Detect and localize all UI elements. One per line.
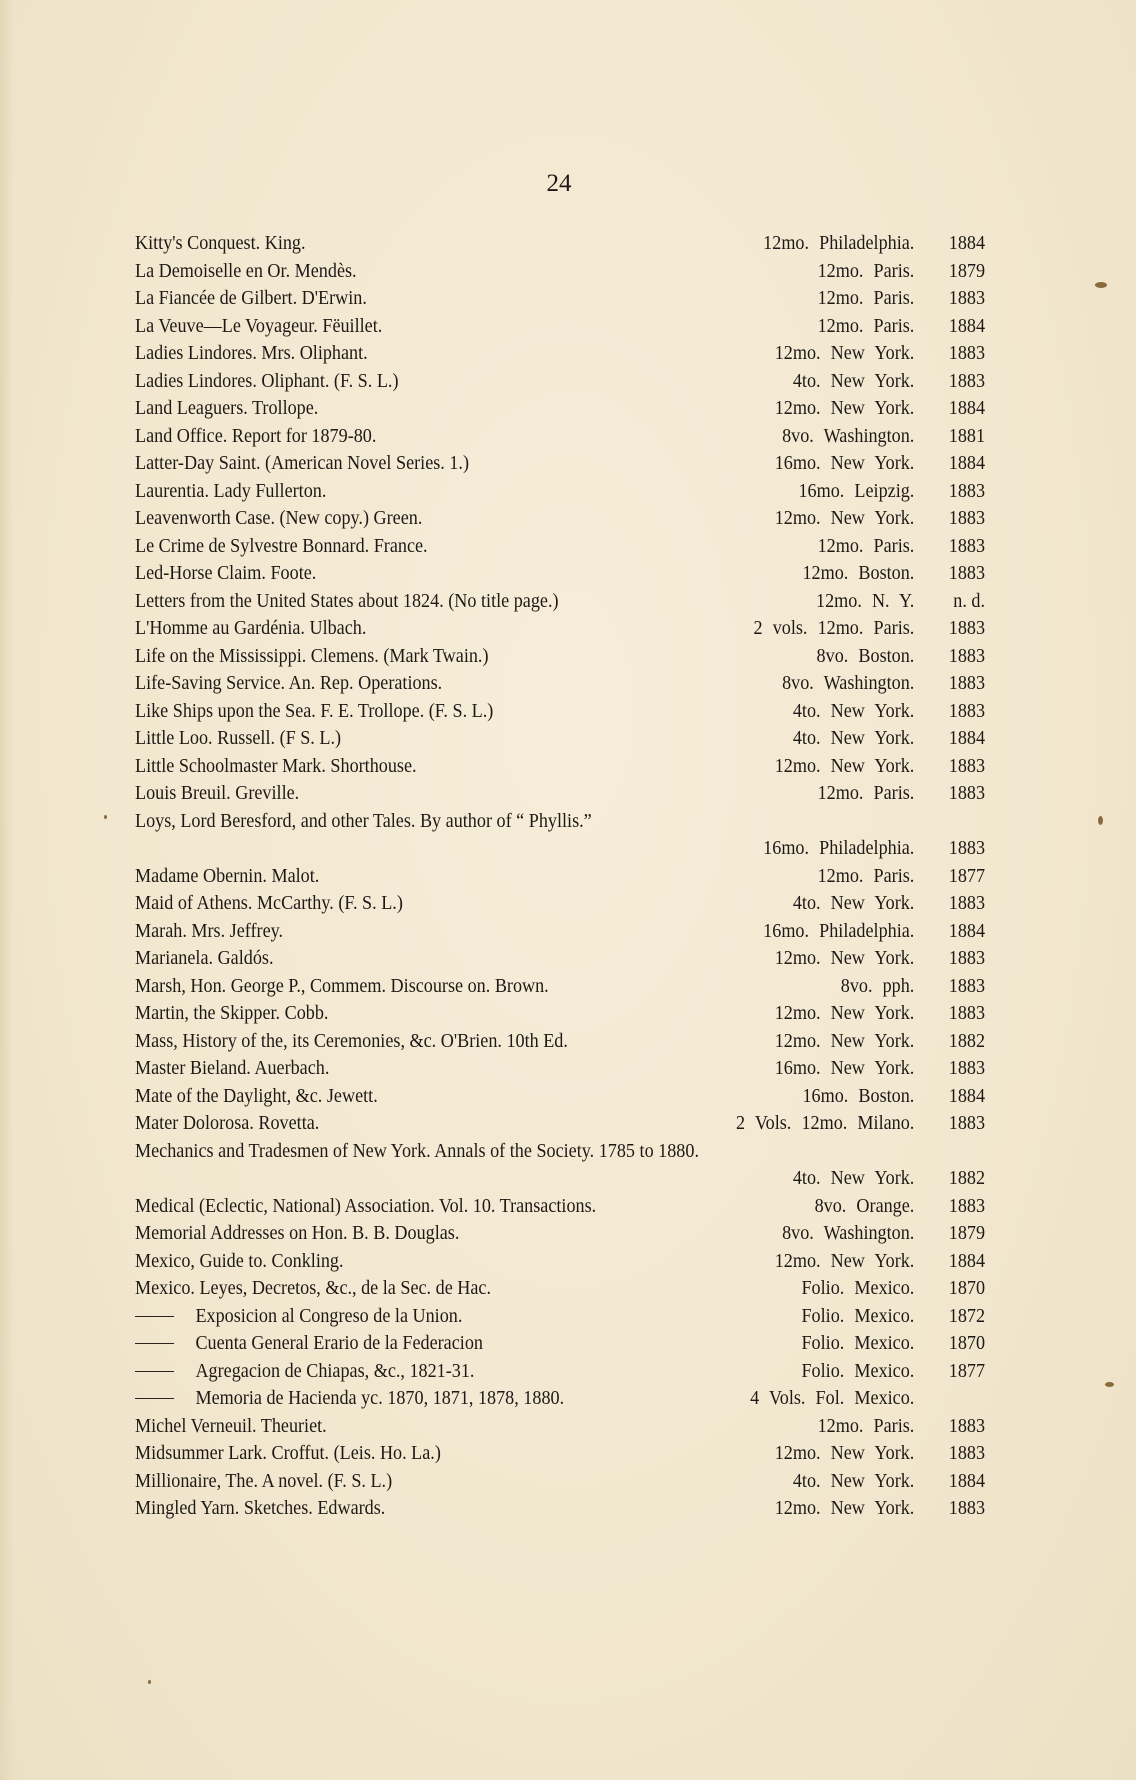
entry-imprint: 12mo. Paris. <box>817 288 915 309</box>
catalog-entry <box>135 1495 985 1523</box>
entry-year: 1884 <box>948 233 986 254</box>
catalog-entry <box>135 533 985 561</box>
catalog-entry <box>135 1440 985 1468</box>
catalog-entry <box>135 588 985 616</box>
entry-title: Medical (Eclectic, National) Association. Vol. 10. Transactions. <box>135 1195 597 1217</box>
catalog-entry <box>135 835 985 863</box>
entry-title: Mexico, Guide to. Conkling. <box>135 1250 344 1272</box>
entry-title: Little Loo. Russell. (F S. L.) <box>135 728 342 749</box>
entry-title: Mater Dolorosa. Rovetta. <box>135 1113 320 1134</box>
entry-imprint: 12mo. Paris. <box>817 1415 915 1437</box>
catalog-entry <box>135 1358 985 1386</box>
entry-imprint: 4to. New York. <box>792 700 915 722</box>
entry-title: Mechanics and Tradesmen of New York. Annals of the Society. 1785 to 1880. <box>135 1140 699 1162</box>
entry-imprint: 16mo. New York. <box>774 453 915 474</box>
catalog-entry <box>135 945 985 973</box>
catalog-entry <box>135 258 985 286</box>
ditto-dash <box>135 1398 174 1399</box>
entry-title: Master Bieland. Auerbach. <box>135 1058 330 1079</box>
entry-imprint: 8vo. Washington. <box>782 673 915 694</box>
catalog-entry <box>135 560 985 588</box>
catalog-entry <box>135 808 985 836</box>
entry-imprint: 12mo. New York. <box>774 1030 915 1052</box>
entry-title: Agregacion de Chiapas, &c., 1821-31. <box>195 1360 475 1382</box>
catalog-entry <box>135 285 985 313</box>
entry-year: 1884 <box>948 728 986 749</box>
entry-imprint: 8vo. pph. <box>840 975 915 997</box>
entry-title: Midsummer Lark. Croffut. (Leis. Ho. La.) <box>135 1443 441 1464</box>
entry-title: Millionaire, The. A novel. (F. S. L.) <box>135 1470 393 1492</box>
paper-blemish <box>1095 282 1107 288</box>
entry-title: Life-Saving Service. An. Rep. Operations. <box>135 673 443 694</box>
ditto-dash <box>135 1316 174 1317</box>
entry-title: Martin, the Skipper. Cobb. <box>135 1003 329 1024</box>
catalog-entry <box>135 1055 985 1083</box>
entry-title: Mate of the Daylight, &c. Jewett. <box>135 1085 378 1107</box>
entry-title: Little Schoolmaster Mark. Shorthouse. <box>135 755 417 777</box>
entry-title: Land Office. Report for 1879-80. <box>135 425 377 447</box>
entry-title: La Demoiselle en Or. Mendès. <box>135 260 357 282</box>
entry-year: 1883 <box>948 480 986 502</box>
paper-blemish <box>1098 816 1103 825</box>
catalog-entry <box>135 1165 985 1193</box>
entry-title: Loys, Lord Beresford, and other Tales. By author of “ Phyllis.” <box>135 810 592 832</box>
entry-title: Ladies Lindores. Mrs. Oliphant. <box>135 343 368 364</box>
catalog-entry <box>135 1275 985 1303</box>
catalog-entry <box>135 1220 985 1248</box>
entry-imprint: 12mo. Paris. <box>817 535 915 557</box>
entry-year: n. d. <box>953 590 986 612</box>
catalog-entry <box>135 368 985 396</box>
entry-year: 1870 <box>948 1278 986 1299</box>
catalog-entry <box>135 698 985 726</box>
catalog-entry <box>135 1248 985 1276</box>
entry-imprint: Folio. Mexico. <box>801 1333 915 1354</box>
entry-imprint: 12mo. Boston. <box>802 563 915 584</box>
entry-title: Memorial Addresses on Hon. B. B. Douglas. <box>135 1223 460 1244</box>
catalog-entry <box>135 1303 985 1331</box>
entry-year: 1883 <box>948 700 986 722</box>
entry-year: 1884 <box>948 453 986 474</box>
catalog-entry <box>135 1193 985 1221</box>
entry-year: 1882 <box>948 1030 986 1052</box>
catalog-entry <box>135 615 985 643</box>
entry-year: 1883 <box>948 563 986 584</box>
entry-title: Marah. Mrs. Jeffrey. <box>135 920 284 942</box>
entry-title: Land Leaguers. Trollope. <box>135 398 319 419</box>
entry-title: Life on the Mississippi. Clemens. (Mark Twain.) <box>135 645 489 667</box>
page-edge-shadow <box>0 0 14 1780</box>
entry-year: 1883 <box>948 783 986 804</box>
entry-imprint: 16mo. New York. <box>774 1058 915 1079</box>
entry-year: 1883 <box>948 370 986 392</box>
entry-imprint: 12mo. New York. <box>774 1443 915 1464</box>
catalog-entry <box>135 1028 985 1056</box>
catalog-entry <box>135 890 985 918</box>
catalog-entry <box>135 1138 985 1166</box>
entry-title: Marianela. Galdós. <box>135 948 274 969</box>
entry-imprint: 12mo. New York. <box>774 343 915 364</box>
entry-title: Latter-Day Saint. (American Novel Series. 1.) <box>135 453 470 474</box>
entry-imprint: 12mo. N. Y. <box>816 590 915 612</box>
catalog-entry <box>135 395 985 423</box>
entry-year: 1883 <box>948 838 986 859</box>
catalog-entry <box>135 450 985 478</box>
entry-title: Leavenworth Case. (New copy.) Green. <box>135 508 423 529</box>
entry-year: 1877 <box>948 865 986 887</box>
catalog-entry <box>135 1000 985 1028</box>
entry-imprint: 12mo. Paris. <box>817 315 915 337</box>
entry-year: 1883 <box>948 1058 986 1079</box>
catalog-entry <box>135 505 985 533</box>
entry-title: Exposicion al Congreso de la Union. <box>195 1305 463 1327</box>
entry-year: 1883 <box>948 975 986 997</box>
entry-year: 1872 <box>948 1305 986 1327</box>
entry-year: 1883 <box>948 645 986 667</box>
entry-year: 1883 <box>948 1498 986 1519</box>
entry-title: Louis Breuil. Greville. <box>135 783 300 804</box>
entry-title: La Fiancée de Gilbert. D'Erwin. <box>135 288 367 309</box>
entry-year: 1884 <box>948 1085 986 1107</box>
entry-title: Mass, History of the, its Ceremonies, &c. O'Brien. 10th Ed. <box>135 1030 568 1052</box>
catalog-entry <box>135 478 985 506</box>
entry-year: 1883 <box>948 755 986 777</box>
entry-imprint: 4to. New York. <box>792 893 915 914</box>
entry-imprint: 4to. New York. <box>792 728 915 749</box>
entry-title: Maid of Athens. McCarthy. (F. S. L.) <box>135 893 403 914</box>
entry-imprint: 12mo. New York. <box>774 1498 915 1519</box>
entry-year: 1883 <box>948 288 986 309</box>
entry-year: 1884 <box>948 398 986 419</box>
catalog-entry <box>135 1083 985 1111</box>
catalog-entry <box>135 1413 985 1441</box>
entry-year: 1882 <box>948 1168 986 1189</box>
entry-year: 1881 <box>948 425 986 447</box>
catalog-entry <box>135 230 985 258</box>
entry-year: 1884 <box>948 920 986 942</box>
paper-blemish <box>148 1680 151 1684</box>
entry-imprint: Folio. Mexico. <box>801 1305 915 1327</box>
entry-imprint: 12mo. New York. <box>774 948 915 969</box>
entry-imprint: 4to. New York. <box>792 1168 915 1189</box>
entry-title: Marsh, Hon. George P., Commem. Discourse on. Brown. <box>135 975 549 997</box>
entry-year: 1883 <box>948 1113 986 1134</box>
paper-blemish <box>1105 1382 1114 1387</box>
entry-year: 1884 <box>948 1250 986 1272</box>
entry-title: Mingled Yarn. Sketches. Edwards. <box>135 1498 386 1519</box>
entry-imprint: 4to. New York. <box>792 1470 915 1492</box>
entry-imprint: 12mo. New York. <box>774 755 915 777</box>
entry-title: Madame Obernin. Malot. <box>135 865 320 887</box>
entry-year: 1884 <box>948 315 986 337</box>
catalog-entry <box>135 1110 985 1138</box>
entry-imprint: 4to. New York. <box>792 370 915 392</box>
catalog-entry <box>135 863 985 891</box>
catalog-entry <box>135 725 985 753</box>
catalog-entry <box>135 973 985 1001</box>
entry-year: 1884 <box>948 1470 986 1492</box>
entry-imprint: 16mo. Boston. <box>802 1085 915 1107</box>
entry-year: 1879 <box>948 1223 986 1244</box>
entry-title: Led-Horse Claim. Foote. <box>135 563 317 584</box>
catalog-entry <box>135 340 985 368</box>
entry-title: Memoria de Hacienda yc. 1870, 1871, 1878, 1880. <box>195 1388 565 1409</box>
page-number: 24 <box>546 170 572 197</box>
catalog-entry <box>135 313 985 341</box>
entry-year: 1883 <box>948 1003 986 1024</box>
catalog-entry <box>135 1468 985 1496</box>
entry-year: 1883 <box>948 1443 986 1464</box>
entry-title: Ladies Lindores. Oliphant. (F. S. L.) <box>135 370 399 392</box>
entry-imprint: 12mo. Paris. <box>817 865 915 887</box>
entry-imprint: 12mo. Philadelphia. <box>763 233 915 254</box>
entry-title: Letters from the United States about 1824. (No title page.) <box>135 590 559 612</box>
catalog-entry <box>135 670 985 698</box>
entry-year: 1879 <box>948 260 986 282</box>
entry-imprint: Folio. Mexico. <box>801 1278 915 1299</box>
entry-imprint: 2 vols. 12mo. Paris. <box>753 618 915 639</box>
ditto-dash <box>135 1343 174 1344</box>
catalog-entry <box>135 780 985 808</box>
ditto-dash <box>135 1371 174 1372</box>
entry-imprint: 8vo. Washington. <box>782 1223 915 1244</box>
entry-imprint: 8vo. Boston. <box>816 645 915 667</box>
catalog-entry <box>135 1330 985 1358</box>
entry-imprint: Folio. Mexico. <box>801 1360 915 1382</box>
entry-title: Cuenta General Erario de la Federacion <box>195 1333 483 1354</box>
entry-title: Le Crime de Sylvestre Bonnard. France. <box>135 535 428 557</box>
entry-imprint: 12mo. New York. <box>774 508 915 529</box>
entry-imprint: 12mo. Paris. <box>817 260 915 282</box>
entry-year: 1870 <box>948 1333 986 1354</box>
entry-title: La Veuve—Le Voyageur. Fëuillet. <box>135 315 383 337</box>
entry-imprint: 8vo. Orange. <box>814 1195 915 1217</box>
entry-imprint: 12mo. New York. <box>774 1003 915 1024</box>
entry-imprint: 8vo. Washington. <box>782 425 915 447</box>
catalog-entry <box>135 1385 985 1413</box>
entry-imprint: 2 Vols. 12mo. Milano. <box>736 1113 915 1134</box>
entry-year: 1883 <box>948 948 986 969</box>
entry-imprint: 16mo. Philadelphia. <box>763 920 915 942</box>
entry-imprint: 12mo. New York. <box>774 398 915 419</box>
entry-title: Kitty's Conquest. King. <box>135 233 306 254</box>
entry-year: 1883 <box>948 1195 986 1217</box>
entry-year: 1883 <box>948 618 986 639</box>
entry-year: 1883 <box>948 535 986 557</box>
entry-year: 1883 <box>948 1415 986 1437</box>
entry-imprint: 4 Vols. Fol. Mexico. <box>750 1388 915 1409</box>
entry-year: 1883 <box>948 343 986 364</box>
entry-title: Like Ships upon the Sea. F. E. Trollope. (F. S. L.) <box>135 700 494 722</box>
entry-imprint: 12mo. New York. <box>774 1250 915 1272</box>
entry-imprint: 12mo. Paris. <box>817 783 915 804</box>
entry-title: Michel Verneuil. Theuriet. <box>135 1415 327 1437</box>
catalog-entry <box>135 918 985 946</box>
catalog-entry <box>135 643 985 671</box>
entry-year: 1883 <box>948 893 986 914</box>
catalog-entry <box>135 753 985 781</box>
entry-year: 1883 <box>948 508 986 529</box>
entry-year: 1883 <box>948 673 986 694</box>
catalog-entry <box>135 423 985 451</box>
entry-imprint: 16mo. Philadelphia. <box>763 838 915 859</box>
paper-blemish <box>104 815 107 819</box>
entry-title: Mexico. Leyes, Decretos, &c., de la Sec. de Hac. <box>135 1278 492 1299</box>
catalog-entry-list <box>135 230 985 1523</box>
entry-title: L'Homme au Gardénia. Ulbach. <box>135 618 367 639</box>
entry-title: Laurentia. Lady Fullerton. <box>135 480 327 502</box>
entry-imprint: 16mo. Leipzig. <box>798 480 915 502</box>
entry-year: 1877 <box>948 1360 986 1382</box>
